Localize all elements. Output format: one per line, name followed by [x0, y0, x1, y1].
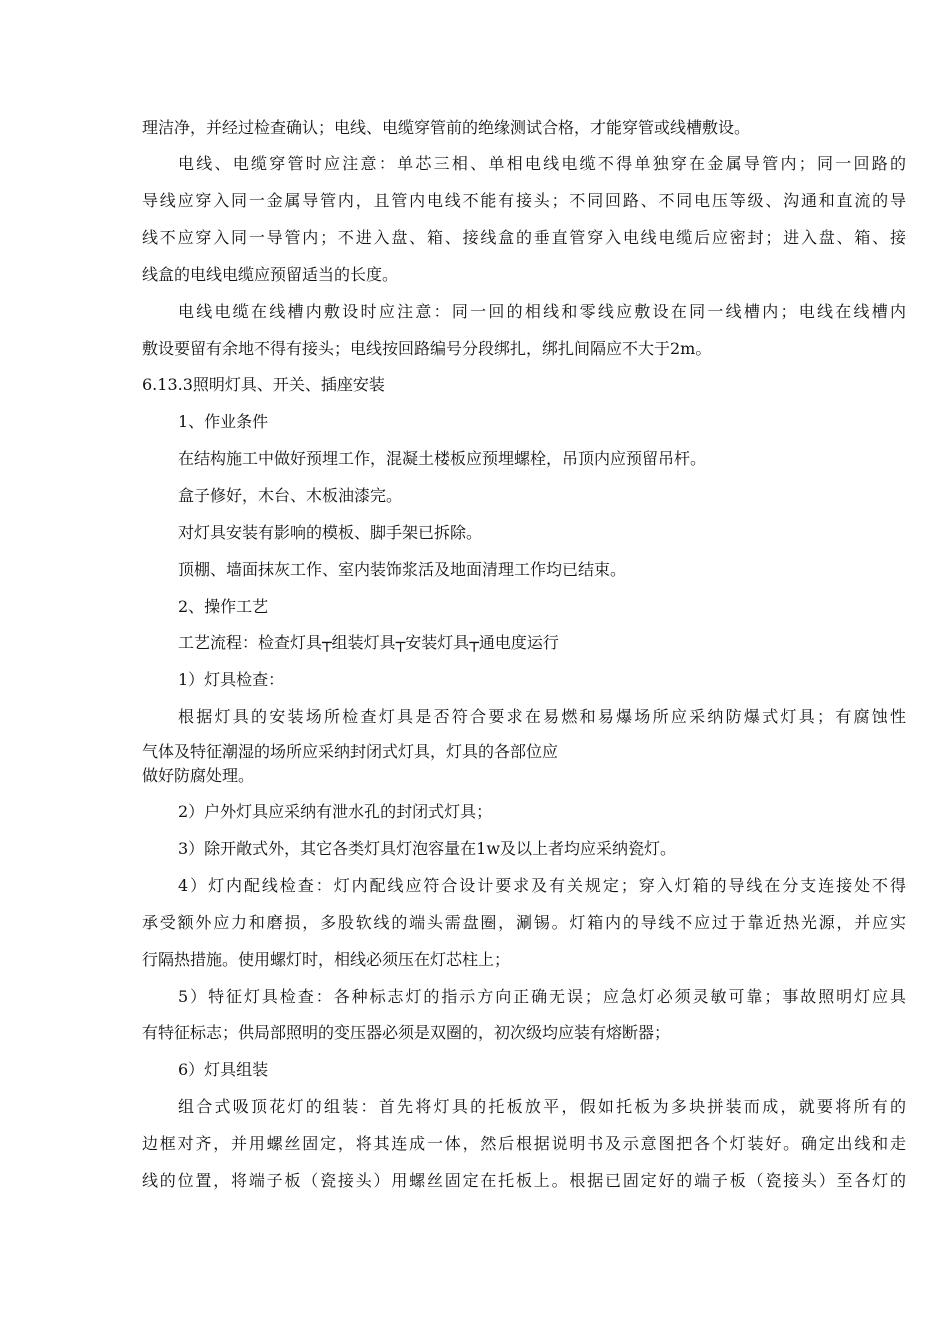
text-line: 导线应穿入同一金属导管内，且管内电线不能有接头；不同回路、不同电压等级、沟通和直流的导 [142, 191, 906, 210]
subsection-heading: 1、作业条件 [178, 412, 269, 431]
text-line: 工艺流程：检查灯具┬组装灯具┬安装灯具┬通电度运行 [178, 633, 559, 652]
text-line: 气体及特征潮湿的场所应采纳封闭式灯具，灯具的各部位应 [142, 742, 559, 761]
text-line: 做好防腐处理。 [142, 766, 255, 785]
item-line: 3）除开敞式外，其它各类灯具灯泡容量在1w及以上者均应采纳瓷灯。 [178, 839, 677, 858]
item-line: 4）灯内配线检查：灯内配线应符合设计要求及有关规定；穿入灯箱的导线在分支连接处不得 [178, 876, 906, 895]
paragraph-start-line: 组合式吸顶花灯的组装：首先将灯具的托板放平，假如托板为多块拼装而成，就要将所有的 [178, 1097, 906, 1116]
text-line: 边框对齐，并用螺丝固定，将其连成一体，然后根据说明书及示意图把各个灯装好。确定出线和走 [142, 1134, 906, 1153]
section-heading: 6.13.3照明灯具、开关、插座安装 [142, 375, 385, 394]
text-line: 敷设要留有余地不得有接头；电线按回路编号分段绑扎，绑扎间隔应不大于2m。 [142, 339, 712, 358]
paragraph-start-line: 电线电缆在线槽内敷设时应注意：同一回的相线和零线应敷设在同一线槽内；电线在线槽内 [178, 302, 906, 321]
text-line: 线盒的电线电缆应预留适当的长度。 [142, 265, 399, 284]
text-line: 承受额外应力和磨损，多股软线的端头需盘圈，涮锡。灯箱内的导线不应过于靠近热光源，并应实 [142, 913, 906, 932]
text-line: 盒子修好，木台、木板油漆完。 [178, 486, 403, 505]
item-line: 5）特征灯具检查：各种标志灯的指示方向正确无误；应急灯必须灵敏可靠；事故照明灯应具 [178, 987, 906, 1006]
text-line: 有特征标志；供局部照明的变压器必须是双圈的，初次级均应装有熔断器； [142, 1023, 671, 1042]
text-line: 顶棚、墙面抹灰工作、室内装饰浆活及地面清理工作均已结束。 [178, 560, 627, 579]
text-line: 对灯具安装有影响的模板、脚手架已拆除。 [178, 523, 483, 542]
text-line: 理洁净，并经过检查确认；电线、电缆穿管前的绝缘测试合格，才能穿管或线槽敷设。 [142, 118, 751, 137]
text-line: 线不应穿入同一导管内；不进入盘、箱、接线盒的垂直管穿入电线电缆后应密封；进入盘、箱、接 [142, 228, 906, 247]
subsection-heading: 2、操作工艺 [178, 597, 269, 616]
text-line: 线的位置，将端子板（瓷接头）用螺丝固定在托板上。根据已固定好的端子板（瓷接头）至各灯的 [142, 1171, 906, 1190]
text-line: 行隔热措施。使用螺灯时，相线必须压在灯芯柱上； [142, 950, 511, 969]
item-heading: 6）灯具组装 [178, 1060, 269, 1079]
paragraph-start-line: 根据灯具的安装场所检查灯具是否符合要求在易燃和易爆场所应采纳防爆式灯具；有腐蚀性 [178, 707, 906, 726]
item-heading: 1）灯具检查： [178, 670, 285, 689]
paragraph-start-line: 电线、电缆穿管时应注意：单芯三相、单相电线电缆不得单独穿在金属导管内；同一回路的 [178, 154, 906, 173]
text-line: 在结构施工中做好预埋工作，混凝土楼板应预埋螺栓，吊顶内应预留吊杆。 [178, 449, 707, 468]
item-line: 2）户外灯具应采纳有泄水孔的封闭式灯具； [178, 802, 493, 821]
